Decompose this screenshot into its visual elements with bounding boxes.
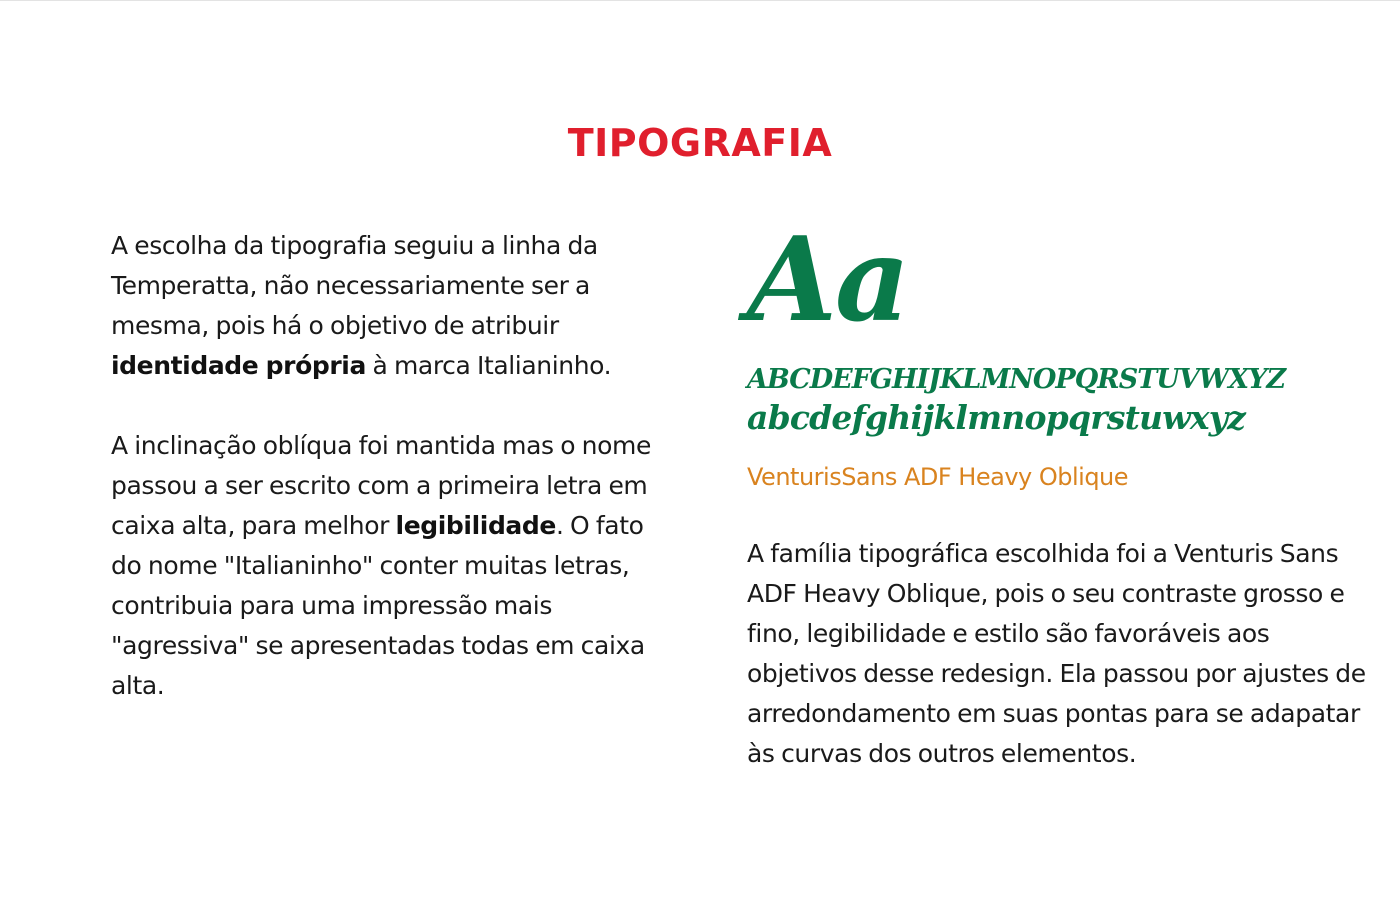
inclination-paragraph xyxy=(111,426,671,706)
type-sample-uppercase: ABCDEFGHIJKLMNOPQRSTUVWXYZ xyxy=(747,364,1286,395)
top-divider xyxy=(0,0,1400,1)
inclination-text-end: . O fato do nome "Italianinho" conter muitas letras, contribuia para uma impressão mais "agressiva" se apresentadas todas em caixa alta. xyxy=(111,511,645,700)
intro-text-end: à marca Italianinho. xyxy=(365,351,612,380)
font-name-label: VenturisSans ADF Heavy Oblique xyxy=(747,463,1129,491)
page-title: TIPOGRAFIA xyxy=(567,121,833,166)
type-sample-lowercase: abcdefghijklmnopqrstuwxyz xyxy=(747,398,1246,437)
intro-highlight: identidade própria xyxy=(111,351,366,380)
inclination-text-start: A inclinação oblíqua foi mantida mas o nome passou a ser escrito com a primeira letra em caixa alta, para melhor xyxy=(111,431,651,540)
inclination-highlight: legibilidade xyxy=(395,511,556,540)
intro-paragraph xyxy=(111,226,671,386)
type-sample-aa: Aa xyxy=(747,212,909,348)
font-description-paragraph: A família tipográfica escolhida foi a Venturis Sans ADF Heavy Oblique, pois o seu contraste grosso e fino, legibilidade e estilo são favoráveis aos objetivos desse redesign. Ela passou por ajustes de arredondamento em suas pontas para se adapatar às curvas dos outros elementos. xyxy=(747,539,1366,768)
left-column xyxy=(111,226,671,706)
right-column xyxy=(747,212,1367,774)
intro-text-start: A escolha da tipografia seguiu a linha da Temperatta, não necessariamente ser a mesma, pois há o objetivo de atribuir xyxy=(111,231,598,340)
